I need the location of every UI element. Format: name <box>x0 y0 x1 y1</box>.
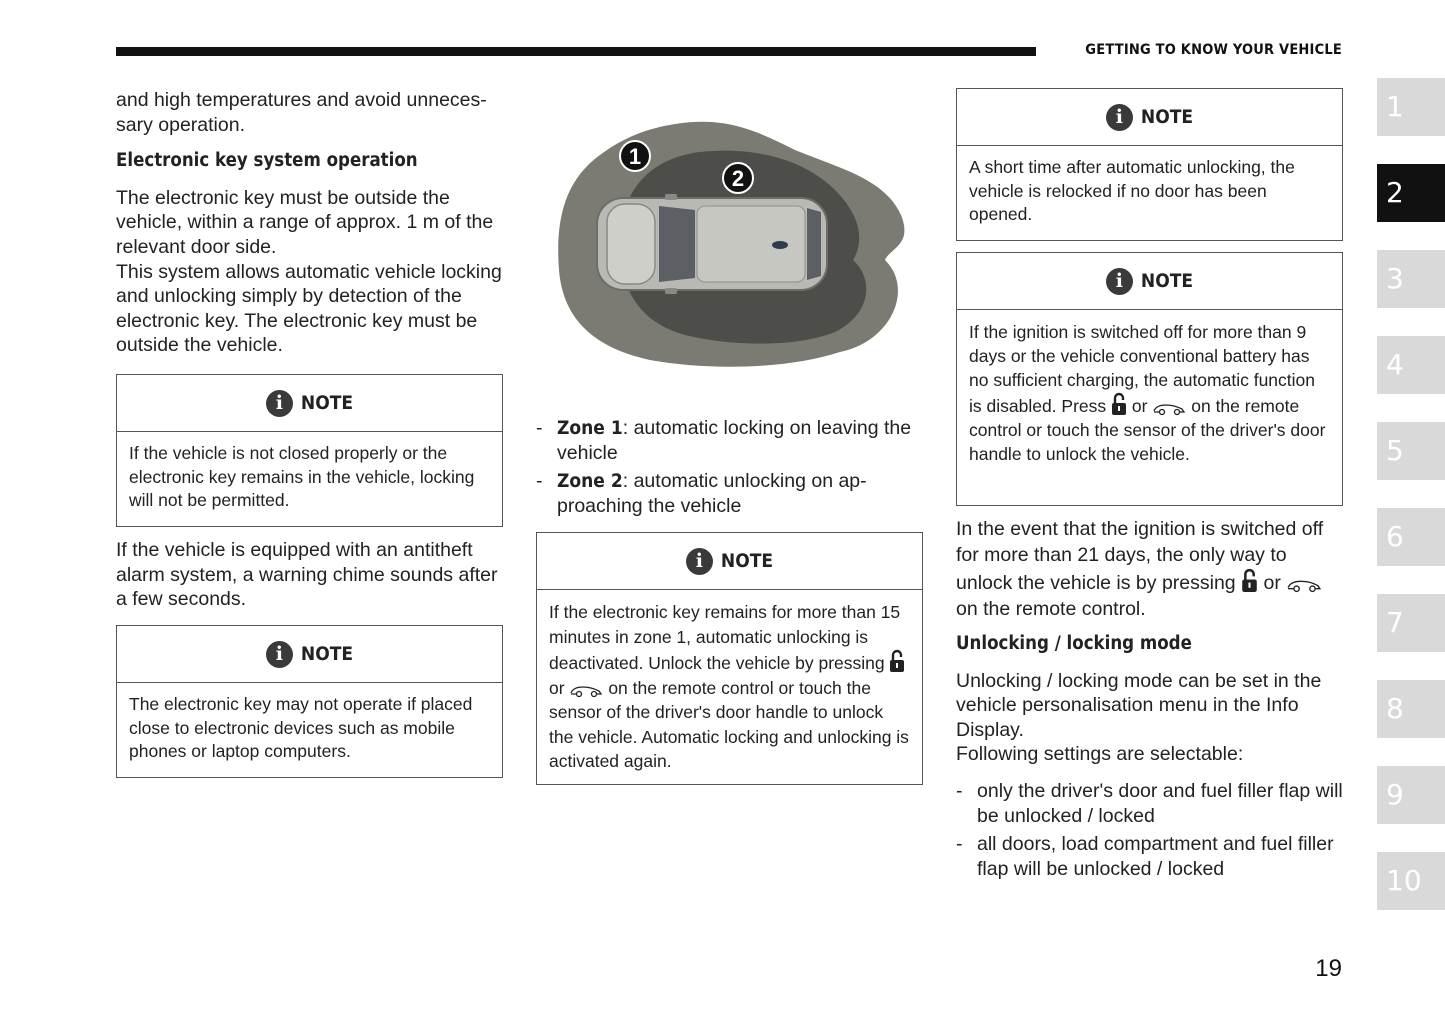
zone-figure <box>555 120 907 372</box>
zone-1-text: : automatic locking on leaving the vehicle <box>557 417 912 464</box>
callout-2-label: 2 <box>731 166 745 191</box>
callout-1-label: 1 <box>628 144 642 169</box>
note-label: NOTE <box>300 392 354 414</box>
list-item: - only the driver's door and fuel filler flap will be unlocked / locked <box>956 779 1343 827</box>
note-header <box>117 626 502 683</box>
page-number: 19 <box>1315 955 1342 982</box>
info-icon: i <box>266 390 293 417</box>
chapter-tab-4[interactable]: 4 <box>1377 336 1445 394</box>
chapter-tab-1[interactable]: 1 <box>1377 78 1445 136</box>
chapter-tab-6[interactable]: 6 <box>1377 508 1445 566</box>
left-column <box>116 88 506 358</box>
note-box <box>116 374 503 527</box>
note-header <box>957 89 1342 146</box>
note-header <box>537 533 922 590</box>
paragraph: Unlocking / locking mode can be set in the vehicle personalisation menu in the Info Display. <box>956 669 1322 741</box>
paragraph: This system allows automatic vehicle locking and unlocking simply by detection of the electronic key. The electronic key must be outside the vehicle. <box>116 260 502 357</box>
note-label: NOTE <box>720 550 774 572</box>
section-heading: Electronic key system operation <box>116 150 418 172</box>
note-label: NOTE <box>300 643 354 665</box>
unlock-padlock-icon <box>889 649 905 673</box>
info-icon: i <box>266 641 293 668</box>
info-icon: i <box>1106 104 1133 131</box>
note-label: NOTE <box>1140 270 1194 292</box>
callout-2 <box>723 163 753 193</box>
car-remote-icon <box>1152 400 1186 416</box>
unlock-padlock-icon <box>1111 392 1127 416</box>
note-header <box>117 375 502 432</box>
header-bar <box>116 47 1036 56</box>
car-remote-icon <box>569 682 603 698</box>
zone-list <box>536 416 921 518</box>
list-item: - Zone 2: automatic unlocking on ap-proaching the vehicle <box>536 470 867 517</box>
paragraph: Following settings are selectable: <box>956 743 1244 766</box>
info-icon: i <box>1106 268 1133 295</box>
zone-2-text: : automatic unlocking on ap-proaching the vehicle <box>557 470 867 517</box>
zone-1-label: Zone 1 <box>557 417 623 439</box>
paragraph: The electronic key must be outside the vehicle, within a range of approx. 1 m of the relevant door side. <box>116 186 494 258</box>
paragraph: If the vehicle is equipped with an antitheft alarm system, a warning chime sounds after a few seconds. <box>116 539 498 611</box>
note-text: If the vehicle is not closed properly or the electronic key remains in the vehicle, locking will not be permitted. <box>129 443 475 510</box>
car-remote-icon <box>1286 576 1322 593</box>
zone-2-label: Zone 2 <box>557 470 623 493</box>
chapter-tab-7[interactable]: 7 <box>1377 594 1445 652</box>
section-heading: Unlocking / locking mode <box>956 633 1192 654</box>
chapter-tab-2[interactable]: 2 <box>1377 164 1445 222</box>
note-text: The electronic key may not operate if placed close to electronic devices such as mobile phones or laptop computers. <box>129 694 473 761</box>
note-box <box>116 625 503 778</box>
note-text: If the electronic key remains for more than 15 minutes in zone 1, automatic unlocking is deactivated. Unlock the vehicle by pressing or on the remote control or touch the sensor of the driver's door handle to unlock the vehicle. Automatic locking and unlocking is activated again. <box>549 602 909 771</box>
callout-1 <box>620 141 650 171</box>
note-label: NOTE <box>1140 106 1194 128</box>
note-text: A short time after automatic unlocking, the vehicle is relocked if no door has been opened. <box>969 157 1295 224</box>
note-text: If the ignition is switched off for more than 9 days or the vehicle conventional battery has no sufficient charging, the automatic function is disabled. Press or on the remote control or touch the sensor of the driver's door handle to unlock the vehicle. <box>969 322 1326 464</box>
car-top-view <box>597 194 827 294</box>
chapter-tab-5[interactable]: 5 <box>1377 422 1445 480</box>
note-box <box>956 252 1343 506</box>
chapter-tab-10[interactable]: 10 <box>1377 852 1445 910</box>
unlock-padlock-icon <box>1241 568 1258 593</box>
info-icon: i <box>686 548 713 575</box>
note-box <box>536 532 923 785</box>
chapter-tab-3[interactable]: 3 <box>1377 250 1445 308</box>
paragraph-block <box>116 538 506 612</box>
paragraph: In the event that the ignition is switched off for more than 21 days, the only way to unlock the vehicle is by pressing or on the remote control. <box>956 518 1324 620</box>
list-item: - Zone 1: automatic locking on leaving the vehicle <box>536 417 912 464</box>
list-item: - all doors, load compartment and fuel filler flap will be unlocked / locked <box>956 833 1334 880</box>
right-text <box>956 517 1344 881</box>
note-header <box>957 253 1342 310</box>
section-title: GETTING TO KNOW YOUR VEHICLE <box>1085 42 1342 58</box>
chapter-tab-9[interactable]: 9 <box>1377 766 1445 824</box>
note-box <box>956 88 1343 241</box>
intro-text: and high temperatures and avoid unneces- sary operation. <box>116 89 487 136</box>
chapter-tab-8[interactable]: 8 <box>1377 680 1445 738</box>
